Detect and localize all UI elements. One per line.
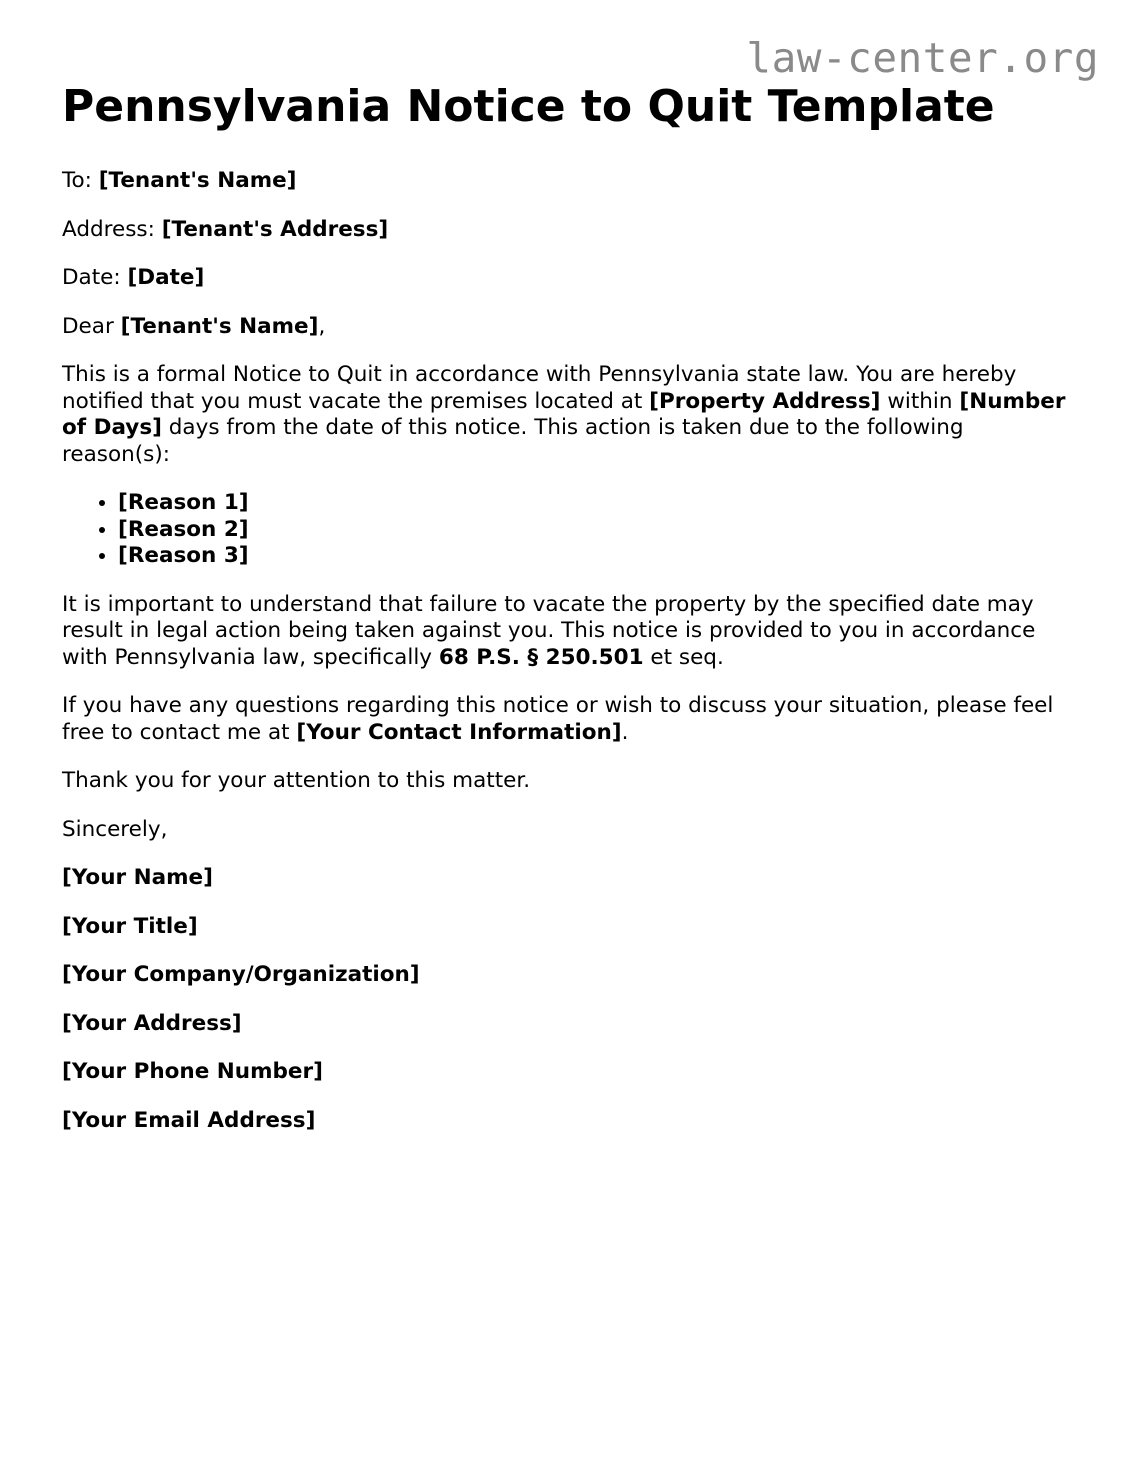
reasons-list	[62, 490, 1072, 570]
page-title: Pennsylvania Notice to Quit Template	[62, 81, 995, 132]
list-item: • [Reason 1]	[118, 490, 1072, 517]
to-line	[62, 168, 1072, 195]
contact-text-2: .	[621, 719, 629, 745]
notice-text-1: This is a formal Notice to Quit in accordance with Pennsylvania state law. You are hereby notified that you must vacate the premises located at	[62, 362, 1017, 414]
greeting-line	[62, 314, 1072, 341]
thanks-line: Thank you for your attention to this matter.	[62, 768, 531, 793]
property-address-field: [Property Address]	[649, 388, 881, 414]
date-value: [Date]	[127, 265, 205, 290]
signature-name	[62, 865, 1072, 892]
watermark-logo: law-center.org	[746, 34, 1099, 82]
notice-text-3: days from the date of this notice. This action is taken due to the following reason(s):	[62, 415, 964, 467]
statute-reference: 68 P.S. § 250.501	[438, 644, 644, 670]
notice-paragraph	[62, 362, 1072, 468]
closing-line: Sincerely,	[62, 816, 168, 842]
date-label: Date:	[62, 265, 128, 290]
notice-text-2: within	[880, 388, 960, 414]
greeting-name: [Tenant's Name]	[120, 313, 319, 339]
number-of-days-field: [Number of Days]	[62, 388, 1066, 440]
contact-info-field: [Your Contact Information]	[296, 719, 622, 745]
signature-company	[62, 962, 1072, 989]
address-line	[62, 217, 1072, 244]
date-line	[62, 265, 1072, 292]
signature-phone	[62, 1059, 1072, 1086]
address-label: Address:	[62, 216, 162, 242]
address-value: [Tenant's Address]	[161, 216, 389, 242]
signature-phone-value: [Your Phone Number]	[62, 1059, 323, 1084]
signature-company-value: [Your Company/Organization]	[62, 962, 420, 987]
signature-address	[62, 1011, 1072, 1038]
signature-title	[62, 914, 1072, 941]
signature-title-value: [Your Title]	[62, 913, 198, 939]
contact-paragraph	[62, 693, 1072, 746]
document-body	[62, 80, 1072, 1156]
greeting-suffix: ,	[318, 313, 326, 339]
signature-address-value: [Your Address]	[62, 1010, 242, 1036]
legal-text-1: It is important to understand that failure to vacate the property by the specified date may result in legal action being taken against you. This notice is provided to you in accordance with Pennsylvania law, specifically	[62, 591, 1036, 670]
list-item: • [Reason 2]	[118, 517, 1072, 544]
contact-text-1: If you have any questions regarding this notice or wish to discuss your situation, please feel free to contact me at	[62, 693, 1054, 745]
to-value: [Tenant's Name]	[98, 168, 297, 193]
greeting-prefix: Dear	[62, 313, 121, 339]
to-label: To:	[62, 168, 99, 193]
signature-email	[62, 1108, 1072, 1135]
legal-text-2: et seq.	[643, 644, 724, 670]
list-item: • [Reason 3]	[118, 543, 1072, 570]
signature-name-value: [Your Name]	[62, 865, 213, 890]
legal-paragraph	[62, 592, 1072, 672]
signature-email-value: [Your Email Address]	[62, 1107, 316, 1133]
